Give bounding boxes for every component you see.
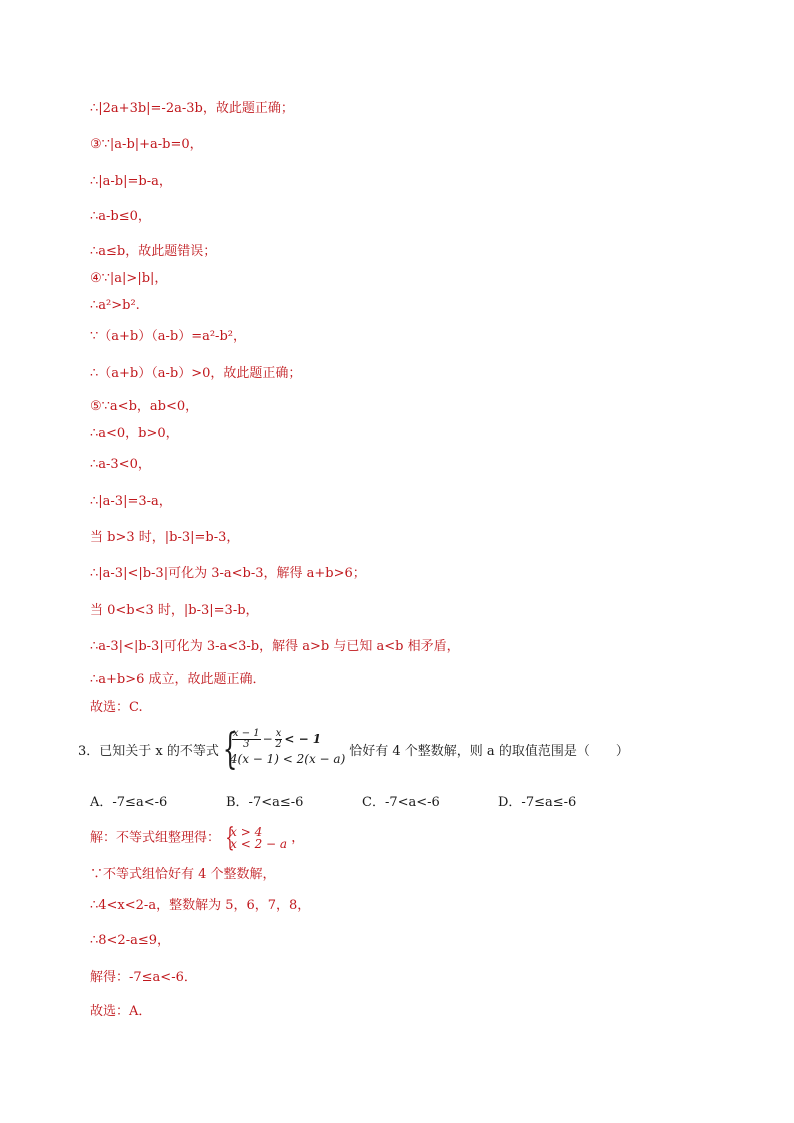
solution-line: 故选：A． [90,1004,152,1019]
solution-line: ∴a-b≤0， [90,209,151,224]
solution-line: ∴a²>b². [90,298,140,313]
solution-line: ∴|a-3|=3-a， [90,494,172,509]
answer-choices [90,791,690,810]
solution-line: ∴8<2-a≤9， [90,933,171,948]
inequality-system [230,729,345,769]
question-number: 3． [78,743,100,759]
solution-line: ∴|a-b|=b-a， [90,174,172,189]
question-stem-after: 恰好有 4 个整数解，则 a 的取值范围是（ ） [349,743,629,759]
inequality-2: 4(x − 1) < 2(x − a) [229,752,346,766]
solution-line: ∴a-3<0， [90,457,151,472]
system-brace: { [222,724,238,773]
fraction: $\frac{x - 1}{3}$ [232,727,260,750]
solution-line: ∴a<0，b>0， [90,426,179,441]
solution-line: 解：不等式组整理得： { x > 4 x < 2 − a ， [90,823,305,853]
solution-line: ∴（a+b）（a-b）>0，故此题正确； [90,366,302,381]
choice-b: B．-7<a≤-6 [226,795,304,810]
solution-line: ∴a-3|<|b-3|可化为 3-a<3-b，解得 a>b 与已知 a<b 相矛盾， [90,639,460,654]
solution-line: 故选：C. [90,700,143,715]
solution-line: ∴|a-3|<|b-3|可化为 3-a<b-3，解得 a+b>6； [90,566,366,581]
choice-a: A．-7≤a<-6 [90,795,168,810]
simplified-system: { x > 4 x < 2 − a [225,823,288,853]
question-stem-before: 已知关于 x 的不等式 [99,743,219,759]
solution-line: 当 0<b<3 时，|b-3|=3-b， [90,603,259,618]
solution-line: ∴a+b>6 成立，故此题正确． [90,672,266,687]
solution-line: ∵（a+b）（a-b）=a²-b²， [90,329,246,344]
question-3 [78,724,629,773]
solution-line: ③∵|a-b|+a-b=0， [90,137,203,152]
choice-c: C．-7<a<-6 [362,795,440,810]
solution-line: ∴|2a+3b|=-2a-3b，故此题正确； [90,101,294,116]
solution-line: ∴4<x<2-a，整数解为 5，6，7，8， [90,898,311,913]
inequality-1: $\frac{x - 1}{3}$ − $\frac{x}{2}$ < − 1 [232,727,322,750]
choice-d: D．-7≤a≤-6 [498,795,577,810]
solution-line: 当 b>3 时，|b-3|=b-3， [90,530,240,545]
solution-line: ∴a≤b，故此题错误； [90,244,217,259]
solution-line: 解得：-7≤a<-6． [90,970,197,985]
solution-line: ⑤∵a<b，ab<0， [90,399,199,414]
solution-line: ∵不等式组恰好有 4 个整数解， [90,867,276,882]
solution-line: ④∵|a|>|b|， [90,271,168,286]
fraction: $\frac{x}{2}$ [275,727,282,750]
